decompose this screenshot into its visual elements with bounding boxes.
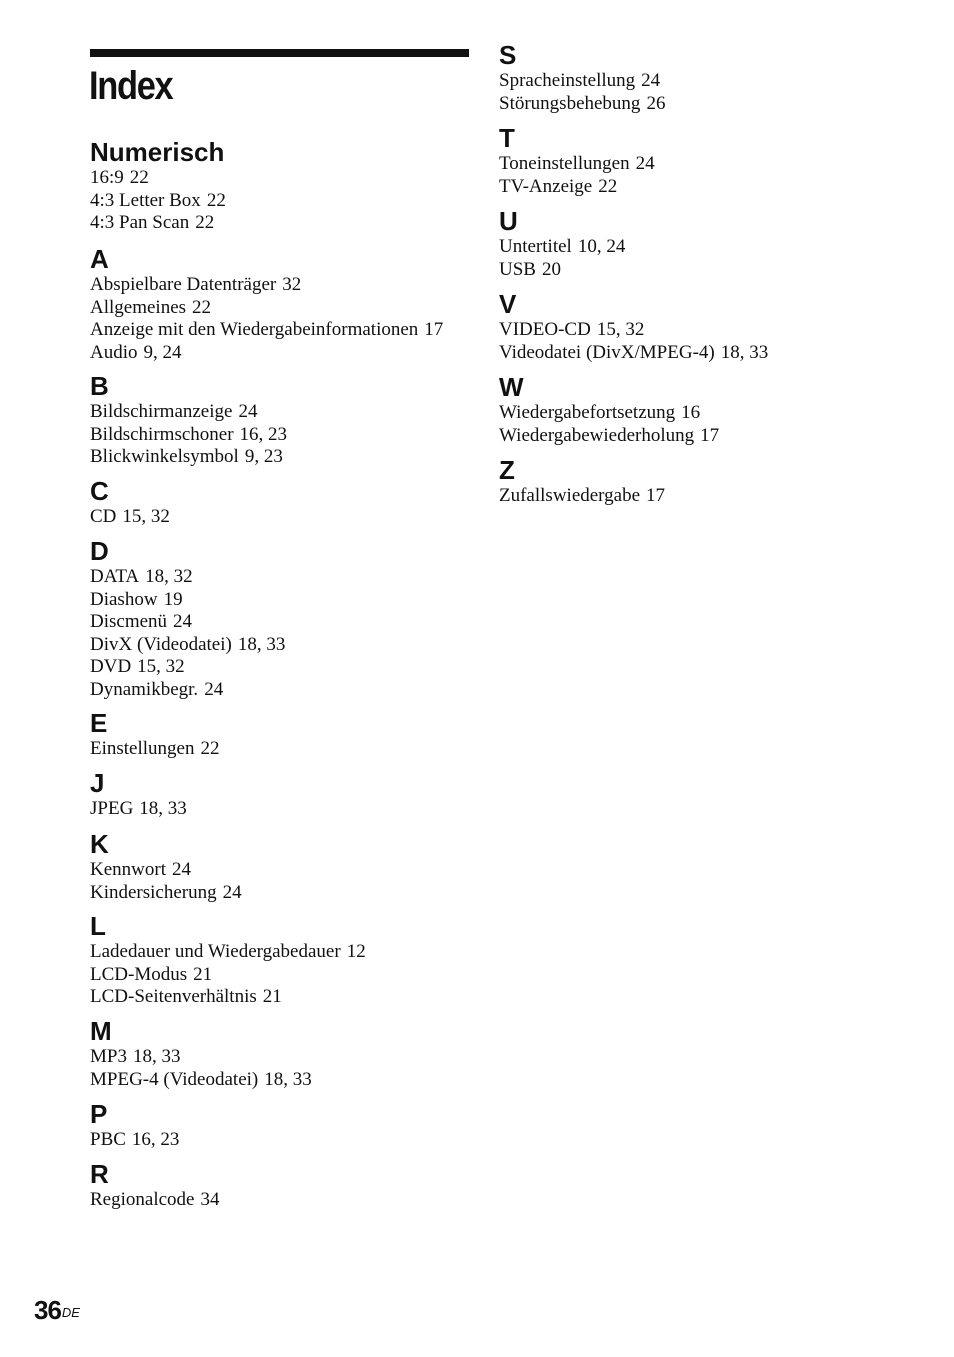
index-entry <box>90 656 480 679</box>
entry-pages: 15, 32 <box>122 506 170 527</box>
index-entry <box>499 425 919 448</box>
entry-pages: 24 <box>171 859 191 880</box>
entry-term: Dynamikbegr. <box>90 678 199 700</box>
index-section-d <box>90 536 480 701</box>
entry-term: PBC <box>90 1129 126 1150</box>
index-section-t <box>499 123 919 198</box>
section-heading: L <box>90 911 106 941</box>
index-section-k <box>90 829 480 904</box>
index-entry <box>499 342 919 365</box>
section-heading: U <box>499 206 518 236</box>
entry-pages: 18, 33 <box>139 798 187 819</box>
entry-term: Allgemeines <box>90 296 187 318</box>
title-rule <box>90 49 469 57</box>
index-section-e <box>90 708 480 761</box>
index-section-z <box>499 455 919 508</box>
entry-term: Toneinstellungen <box>499 153 630 174</box>
entry-term: Zufallswiedergabe <box>499 485 641 506</box>
entry-pages: 9, 23 <box>244 446 283 467</box>
entry-pages: 16, 23 <box>239 423 288 445</box>
entry-pages: 21 <box>262 986 282 1007</box>
entry-pages: 16, 23 <box>131 1129 180 1150</box>
section-heading: B <box>90 371 109 401</box>
index-section-w <box>499 372 919 447</box>
index-entry <box>90 634 480 657</box>
section-heading: P <box>90 1099 108 1129</box>
index-entry <box>90 506 480 529</box>
index-entry <box>90 964 480 987</box>
page-number <box>34 1295 80 1325</box>
entry-term: DVD <box>90 656 132 677</box>
index-entry <box>90 986 480 1009</box>
entry-pages: 34 <box>200 1189 220 1210</box>
entry-term: DATA <box>90 566 140 587</box>
entry-pages: 24 <box>635 153 655 174</box>
index-entry <box>90 274 480 297</box>
entry-term: MPEG-4 (Videodatei) <box>90 1068 259 1090</box>
section-heading: Numerisch <box>90 137 225 167</box>
entry-term: JPEG <box>90 798 134 819</box>
entry-term: Discmenü <box>90 611 168 632</box>
index-section-p <box>90 1099 480 1152</box>
page-language-suffix: DE <box>61 1305 80 1320</box>
entry-term: Wiedergabefortsetzung <box>499 402 676 423</box>
index-entry <box>90 611 480 634</box>
index-entry <box>90 1189 480 1212</box>
index-section-l <box>90 911 480 1009</box>
entry-pages: 18, 33 <box>264 1068 312 1090</box>
entry-pages: 22 <box>129 167 149 188</box>
entry-pages: 20 <box>541 258 561 280</box>
entry-term: 4:3 Letter Box <box>90 189 201 211</box>
entry-pages: 16 <box>681 402 701 423</box>
index-entry <box>499 153 919 176</box>
index-entry <box>90 401 480 424</box>
index-entry <box>90 679 480 702</box>
entry-pages: 22 <box>192 296 212 318</box>
entry-pages: 24 <box>641 70 661 91</box>
entry-pages: 24 <box>204 678 224 700</box>
entry-term: Bildschirmanzeige <box>90 401 233 422</box>
entry-pages: 18, 33 <box>132 1046 181 1067</box>
index-entry <box>90 589 480 612</box>
entry-pages: 26 <box>646 92 666 114</box>
entry-pages: 22 <box>206 189 226 211</box>
index-entry <box>499 259 919 282</box>
index-section-c <box>90 476 480 529</box>
index-entry <box>90 446 480 469</box>
index-section-s <box>499 40 919 115</box>
entry-term: Diashow <box>90 588 158 610</box>
section-heading: J <box>90 768 105 798</box>
entry-term: TV-Anzeige <box>499 175 593 197</box>
index-entry <box>499 70 919 93</box>
entry-pages: 21 <box>193 963 213 985</box>
entry-pages: 22 <box>195 212 215 233</box>
entry-term: MP3 <box>90 1046 127 1067</box>
entry-term: Bildschirmschoner <box>90 423 234 445</box>
section-heading: C <box>90 476 109 506</box>
section-heading: R <box>90 1159 109 1189</box>
entry-pages: 24 <box>173 611 193 632</box>
entry-term: LCD-Modus <box>90 963 188 985</box>
entry-pages: 18, 33 <box>720 341 769 363</box>
index-entry <box>90 424 480 447</box>
index-entry <box>90 798 480 821</box>
section-heading: T <box>499 123 515 153</box>
entry-pages: 24 <box>238 401 258 422</box>
index-entry <box>90 342 480 365</box>
entry-term: Audio <box>90 341 138 363</box>
index-entry <box>499 319 919 342</box>
index-entry <box>90 167 480 190</box>
entry-pages: 10, 24 <box>577 236 626 257</box>
entry-pages: 18, 33 <box>237 633 286 655</box>
index-section-j <box>90 768 480 821</box>
index-entry <box>499 93 919 116</box>
entry-term: DivX (Videodatei) <box>90 633 232 655</box>
index-entry <box>90 941 480 964</box>
index-section-numerisch <box>90 137 480 235</box>
entry-pages: 19 <box>163 588 183 610</box>
index-entry <box>499 236 919 259</box>
entry-term: Kindersicherung <box>90 881 217 903</box>
section-heading: D <box>90 536 109 566</box>
entry-pages: 17 <box>646 485 666 506</box>
entry-pages: 15, 32 <box>137 656 185 677</box>
entry-pages: 9, 24 <box>143 341 182 363</box>
entry-pages: 22 <box>598 175 618 197</box>
entry-term: Videodatei (DivX/MPEG-4) <box>499 341 715 363</box>
index-entry <box>499 402 919 425</box>
entry-term: 16:9 <box>90 167 124 188</box>
index-section-b <box>90 371 480 469</box>
entry-pages: 24 <box>222 881 242 903</box>
index-entry <box>499 176 919 199</box>
index-entry <box>90 1129 480 1152</box>
index-entry <box>90 882 480 905</box>
index-entry <box>90 738 480 761</box>
section-heading: S <box>499 40 517 70</box>
entry-pages: 17 <box>700 424 720 446</box>
entry-term: Wiedergabewiederholung <box>499 424 695 446</box>
entry-term: 4:3 Pan Scan <box>90 212 190 233</box>
index-section-m <box>90 1016 480 1091</box>
section-heading: K <box>90 829 109 859</box>
index-entry <box>90 297 480 320</box>
index-entry <box>90 190 480 213</box>
index-entry <box>90 1046 480 1069</box>
index-section-r <box>90 1159 480 1212</box>
entry-pages: 18, 32 <box>145 566 193 587</box>
entry-term: USB <box>499 258 536 280</box>
entry-term: Ladedauer und Wiedergabedauer <box>90 941 341 962</box>
entry-term: Einstellungen <box>90 738 195 759</box>
entry-term: Spracheinstellung <box>499 70 636 91</box>
section-heading: W <box>499 372 524 402</box>
index-entry <box>90 859 480 882</box>
index-entry <box>90 319 480 342</box>
page-number-value: 36 <box>34 1295 61 1325</box>
index-section-u <box>499 206 919 281</box>
entry-term: VIDEO-CD <box>499 319 591 340</box>
entry-pages: 22 <box>200 738 220 759</box>
entry-pages: 12 <box>346 941 366 962</box>
index-section-v <box>499 289 919 364</box>
index-entry <box>90 212 480 235</box>
page-title: Index <box>89 64 173 108</box>
index-entry <box>499 485 919 508</box>
entry-pages: 15, 32 <box>596 319 645 340</box>
entry-term: CD <box>90 506 117 527</box>
entry-term: Kennwort <box>90 859 166 880</box>
index-section-a <box>90 244 480 364</box>
section-heading: V <box>499 289 517 319</box>
index-entry <box>90 1069 480 1092</box>
entry-term: Regionalcode <box>90 1189 195 1210</box>
entry-term: Blickwinkelsymbol <box>90 446 239 467</box>
entry-term: Störungsbehebung <box>499 92 641 114</box>
entry-term: Abspielbare Datenträger <box>90 274 277 295</box>
entry-term: Anzeige mit den Wiedergabeinformationen <box>90 319 419 340</box>
section-heading: E <box>90 708 108 738</box>
section-heading: Z <box>499 455 515 485</box>
entry-term: LCD-Seitenverhältnis <box>90 986 257 1007</box>
entry-pages: 17 <box>424 319 444 340</box>
section-heading: M <box>90 1016 112 1046</box>
entry-term: Untertitel <box>499 236 572 257</box>
entry-pages: 32 <box>282 274 302 295</box>
section-heading: A <box>90 244 109 274</box>
index-entry <box>90 566 480 589</box>
